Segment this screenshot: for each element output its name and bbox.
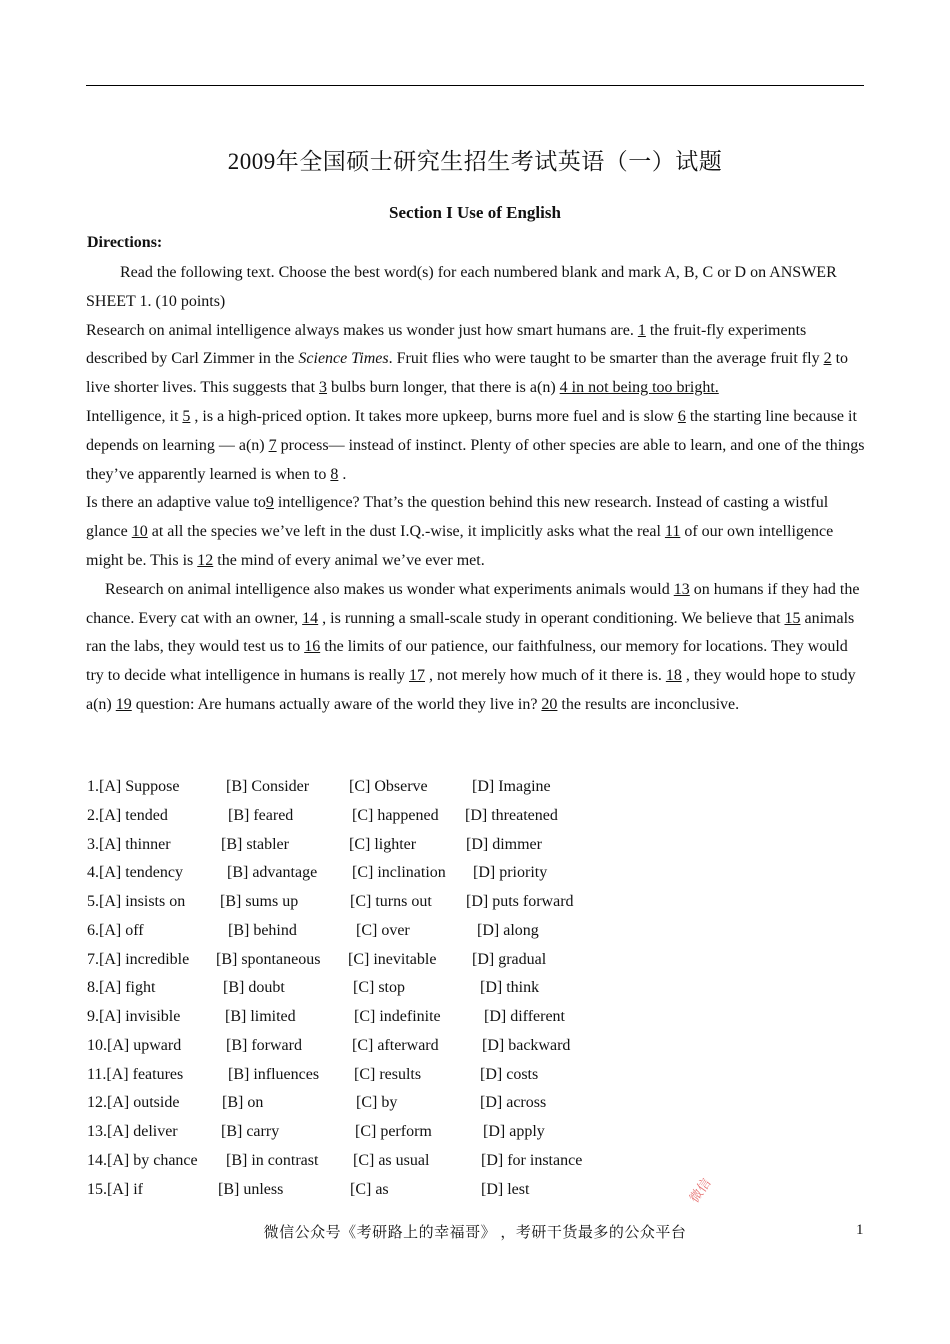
option-choice: [C] over [356, 921, 410, 939]
blank-2: 2 [823, 350, 832, 368]
option-choice: 9.[A] invisible [87, 1008, 181, 1025]
option-choice: 8.[A] fight [87, 979, 156, 997]
option-choice: [D] threatened [465, 806, 558, 824]
option-choice: [D] backward [482, 1036, 571, 1054]
option-choice: [B] in contrast [226, 1151, 319, 1169]
option-choice: 3.[A] thinner [87, 835, 171, 853]
option-choice: [B] unless [218, 1180, 284, 1198]
option-choice: 13.[A] deliver [87, 1123, 178, 1140]
option-choice: [C] Observe [349, 778, 428, 795]
option-choice: [C] inclination [352, 864, 446, 882]
blank-3: 3 [319, 379, 328, 397]
page-title: 2009年全国硕士研究生招生考试英语（一）试题 [227, 149, 723, 174]
option-choice: [D] different [484, 1008, 565, 1025]
stamp-mark: 微信 [686, 1175, 714, 1206]
option-choice: [D] priority [473, 864, 548, 882]
option-row [87, 918, 647, 947]
option-row [87, 860, 647, 889]
option-choice: [B] on [222, 1094, 264, 1112]
option-choice: [B] stabler [221, 835, 289, 853]
blank-6: 6 [677, 407, 686, 425]
passage-body [86, 259, 868, 720]
option-row [87, 889, 647, 918]
option-choice: [C] perform [355, 1123, 432, 1140]
option-choice: [C] results [354, 1065, 422, 1083]
option-choice: 14.[A] by chance [87, 1151, 198, 1169]
option-row [87, 1062, 647, 1091]
option-choice: [B] doubt [223, 979, 285, 997]
passage-paragraph-3: Is there an adaptive value to9 intelligence? That’s the question behind this new research. Instead of casting a wistful glance 10 at all the species we’ve left in the dust I.Q.-wise, it implicitly asks what the real 11 of our own intelligence might be. This is 12 the mind of every animal we’ve ever met. [86, 494, 834, 569]
option-row [87, 975, 647, 1004]
option-choice: [C] happened [352, 806, 439, 824]
blank-14: 14 [302, 609, 319, 627]
blank-9: 9 [265, 494, 274, 512]
option-row [87, 1119, 647, 1148]
option-choice: [C] turns out [350, 893, 432, 910]
option-choice: [D] across [480, 1094, 547, 1112]
option-choice: 10.[A] upward [87, 1036, 182, 1054]
option-choice: [B] behind [228, 921, 297, 939]
blank-1: 1 [637, 321, 646, 339]
option-choice: [D] apply [483, 1123, 545, 1140]
option-choice: 12.[A] outside [87, 1094, 180, 1112]
option-choice: [B] feared [228, 806, 294, 824]
option-choice: [B] influences [228, 1065, 320, 1083]
header-rule [86, 85, 864, 86]
option-row [87, 1090, 647, 1119]
blank-15: 15 [784, 609, 801, 627]
passage-paragraph-2: Intelligence, it 5 , is a high-priced option. It takes more upkeep, burns more fuel and is slow 6 the starting line because it depends on learning — a(n) 7 process— instead of instinct. Plenty of other species are able to learn, and one of the things they’ve apparently learned is when to 8 . [86, 407, 865, 483]
option-choice: 15.[A] if [87, 1180, 143, 1198]
option-choice: [C] afterward [352, 1036, 439, 1054]
option-choice: [C] lighter [349, 835, 417, 853]
option-choice: [D] dimmer [466, 835, 542, 853]
option-choice: [D] lest [481, 1180, 530, 1198]
blank-11: 11 [664, 523, 681, 541]
option-choice: [B] sums up [220, 893, 299, 910]
passage-paragraph-4: Research on animal intelligence also makes us wonder what experiments animals would 13 on humans if they had the chance. Every cat with an owner, 14 , is running a small-scale study in operant conditioning. We believe that 15 animals ran the labs, they would test us to 16 the limits of our patience, our faithfulness, our memory for locations. They would try to decide what intelligence in humans is really 17 , not merely how much of it there is. 18 , they would hope to study a(n) 19 question: Are humans actually aware of the world they live in? 20 the results are inconclusive. [86, 580, 860, 713]
option-choice: 6.[A] off [87, 921, 144, 939]
option-choice: [D] for instance [481, 1151, 583, 1169]
option-row [87, 1033, 647, 1062]
option-choice: 7.[A] incredible [87, 950, 190, 968]
page-number: 1 [856, 1222, 864, 1238]
blank-20: 20 [541, 695, 558, 713]
option-choice: [D] puts forward [466, 893, 574, 910]
option-choice: [B] Consider [226, 778, 310, 795]
blank-5: 5 [182, 407, 191, 425]
option-choice: [C] by [356, 1094, 398, 1112]
option-choice: [B] carry [221, 1123, 280, 1140]
option-choice: 1.[A] Suppose [87, 778, 180, 795]
section-heading: Section I Use of English [389, 203, 561, 222]
blank-7: 7 [268, 436, 277, 454]
option-choice: 5.[A] insists on [87, 893, 186, 910]
option-choice: [D] think [480, 979, 540, 997]
footer-text: 微信公众号《考研路上的幸福哥》 ，考研干货最多的公众平台 [263, 1225, 687, 1241]
blank-10: 10 [131, 523, 148, 541]
option-choice: [B] advantage [227, 864, 318, 882]
option-choice: [C] inevitable [348, 950, 437, 968]
option-choice: 4.[A] tendency [87, 864, 183, 882]
option-row [87, 1148, 647, 1177]
option-choice: [C] stop [353, 979, 405, 997]
blank-18: 18 [665, 667, 682, 685]
blank-13: 13 [673, 580, 690, 598]
option-row [87, 1004, 647, 1033]
option-choice: 2.[A] tended [87, 806, 168, 824]
option-choice: [D] costs [480, 1065, 539, 1083]
option-row [87, 803, 647, 832]
option-row [87, 947, 647, 976]
option-choice: [C] as usual [353, 1151, 430, 1169]
blank-19: 19 [115, 695, 132, 713]
directions-text: Read the following text. Choose the best word(s) for each numbered blank and mark A, B, C or D on ANSWER SHEET 1. (10 points) [86, 264, 837, 310]
blank-8: 8 [330, 465, 339, 483]
option-choice: [C] indefinite [354, 1008, 441, 1025]
option-choice: [D] gradual [472, 950, 547, 968]
blank-16: 16 [304, 638, 321, 656]
passage-paragraph-1: Research on animal intelligence always makes us wonder just how smart humans are. 1 the fruit-fly experiments described by Carl Zimmer in the Science Times. Fruit flies who were taught to be smarter than the average fruit fly 2 to live shorter lives. This suggests that 3 bulbs burn longer, that there is a(n) 4 in not being too bright. [86, 321, 849, 397]
option-choice: [B] spontaneous [216, 950, 321, 968]
newspaper-name: Science Times [298, 350, 389, 368]
option-choice: [B] limited [225, 1008, 296, 1025]
option-choice: [C] as [350, 1180, 389, 1198]
option-row [87, 1177, 647, 1206]
option-choice: 11.[A] features [87, 1065, 184, 1083]
option-choice: [D] along [477, 921, 539, 939]
blank-12: 12 [197, 551, 214, 569]
option-choice: [B] forward [226, 1036, 302, 1054]
directions-label: Directions: [87, 234, 163, 251]
option-row [87, 774, 647, 803]
blank-17: 17 [409, 667, 426, 685]
blank-4: 4 in not being too bright. [559, 379, 719, 397]
answer-options [87, 774, 647, 1205]
option-choice: [D] Imagine [472, 778, 551, 795]
option-row [87, 832, 647, 861]
